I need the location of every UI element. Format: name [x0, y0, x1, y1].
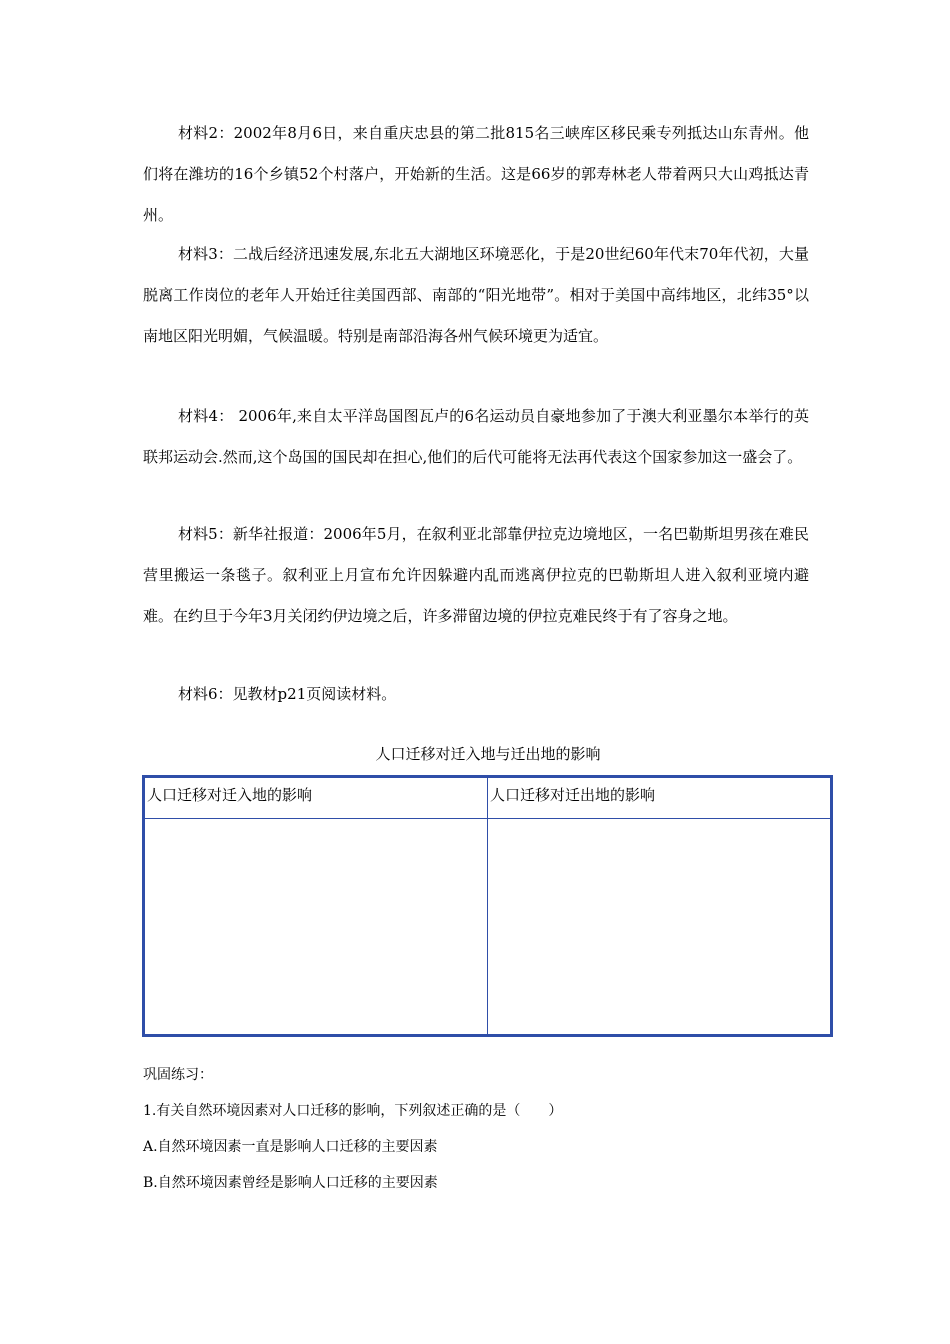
exercise-option-a: A.自然环境因素一直是影响人口迁移的主要因素	[143, 1139, 438, 1155]
material-4-label: 材料4：	[178, 407, 234, 425]
material-2	[143, 113, 809, 236]
material-5-text: 新华社报道：2006年5月，在叙利亚北部靠伊拉克边境地区，一名巴勒斯坦男孩在难民营里搬运一条毯子。叙利亚上月宣布允许因躲避内乱而逃离伊拉克的巴勒斯坦人进入叙利亚境内避难。在约旦于今年3月关闭约伊边境之后，许多滞留边境的伊拉克难民终于有了容身之地。	[143, 525, 809, 625]
table-answer-row	[144, 819, 832, 1036]
material-6	[143, 674, 809, 715]
material-5	[143, 514, 809, 637]
exercise-heading: 巩固练习：	[143, 1067, 213, 1083]
table-header-row	[144, 777, 832, 819]
header-in-impact: 人口迁移对迁入地的影响	[144, 777, 488, 819]
material-2-text: 2002年8月6日，来自重庆忠县的第二批815名三峡库区移民乘专列抵达山东青州。他们将在潍坊的16个乡镇52个村落户，开始新的生活。这是66岁的郭寿林老人带着两只大山鸡抵达青州。	[143, 124, 810, 224]
exercise-option-b: B.自然环境因素曾经是影响人口迁移的主要因素	[143, 1175, 438, 1191]
answer-cell-out[interactable]	[488, 819, 832, 1036]
material-5-label: 材料5：	[178, 525, 233, 543]
material-4	[143, 396, 809, 478]
table-caption: 人口迁移对迁入地与迁出地的影响	[375, 745, 601, 763]
material-3-text: 二战后经济迅速发展,东北五大湖地区环境恶化，于是20世纪60年代末70年代初，大量脱离工作岗位的老年人开始迁往美国西部、南部的“阳光地带”。相对于美国中高纬地区，北纬35°以南地区阳光明媚，气候温暖。特别是南部沿海各州气候环境更为适宜。	[143, 245, 809, 345]
material-2-label: 材料2：	[178, 124, 234, 142]
material-3	[143, 234, 809, 357]
header-out-impact: 人口迁移对迁出地的影响	[488, 777, 832, 819]
material-4-text: 2006年,来自太平洋岛国图瓦卢的6名运动员自豪地参加了于澳大利亚墨尔本举行的英联邦运动会.然而,这个岛国的国民却在担心,他们的后代可能将无法再代表这个国家参加这一盛会了。	[143, 407, 810, 466]
exercise-question: 1.有关自然环境因素对人口迁移的影响，下列叙述正确的是（ ）	[143, 1103, 563, 1119]
material-6-text: 见教材p21页阅读材料。	[232, 685, 397, 703]
migration-impact-table	[142, 775, 833, 1037]
material-3-label: 材料3：	[178, 245, 233, 263]
material-6-label: 材料6：	[178, 685, 233, 703]
answer-cell-in[interactable]	[144, 819, 488, 1036]
